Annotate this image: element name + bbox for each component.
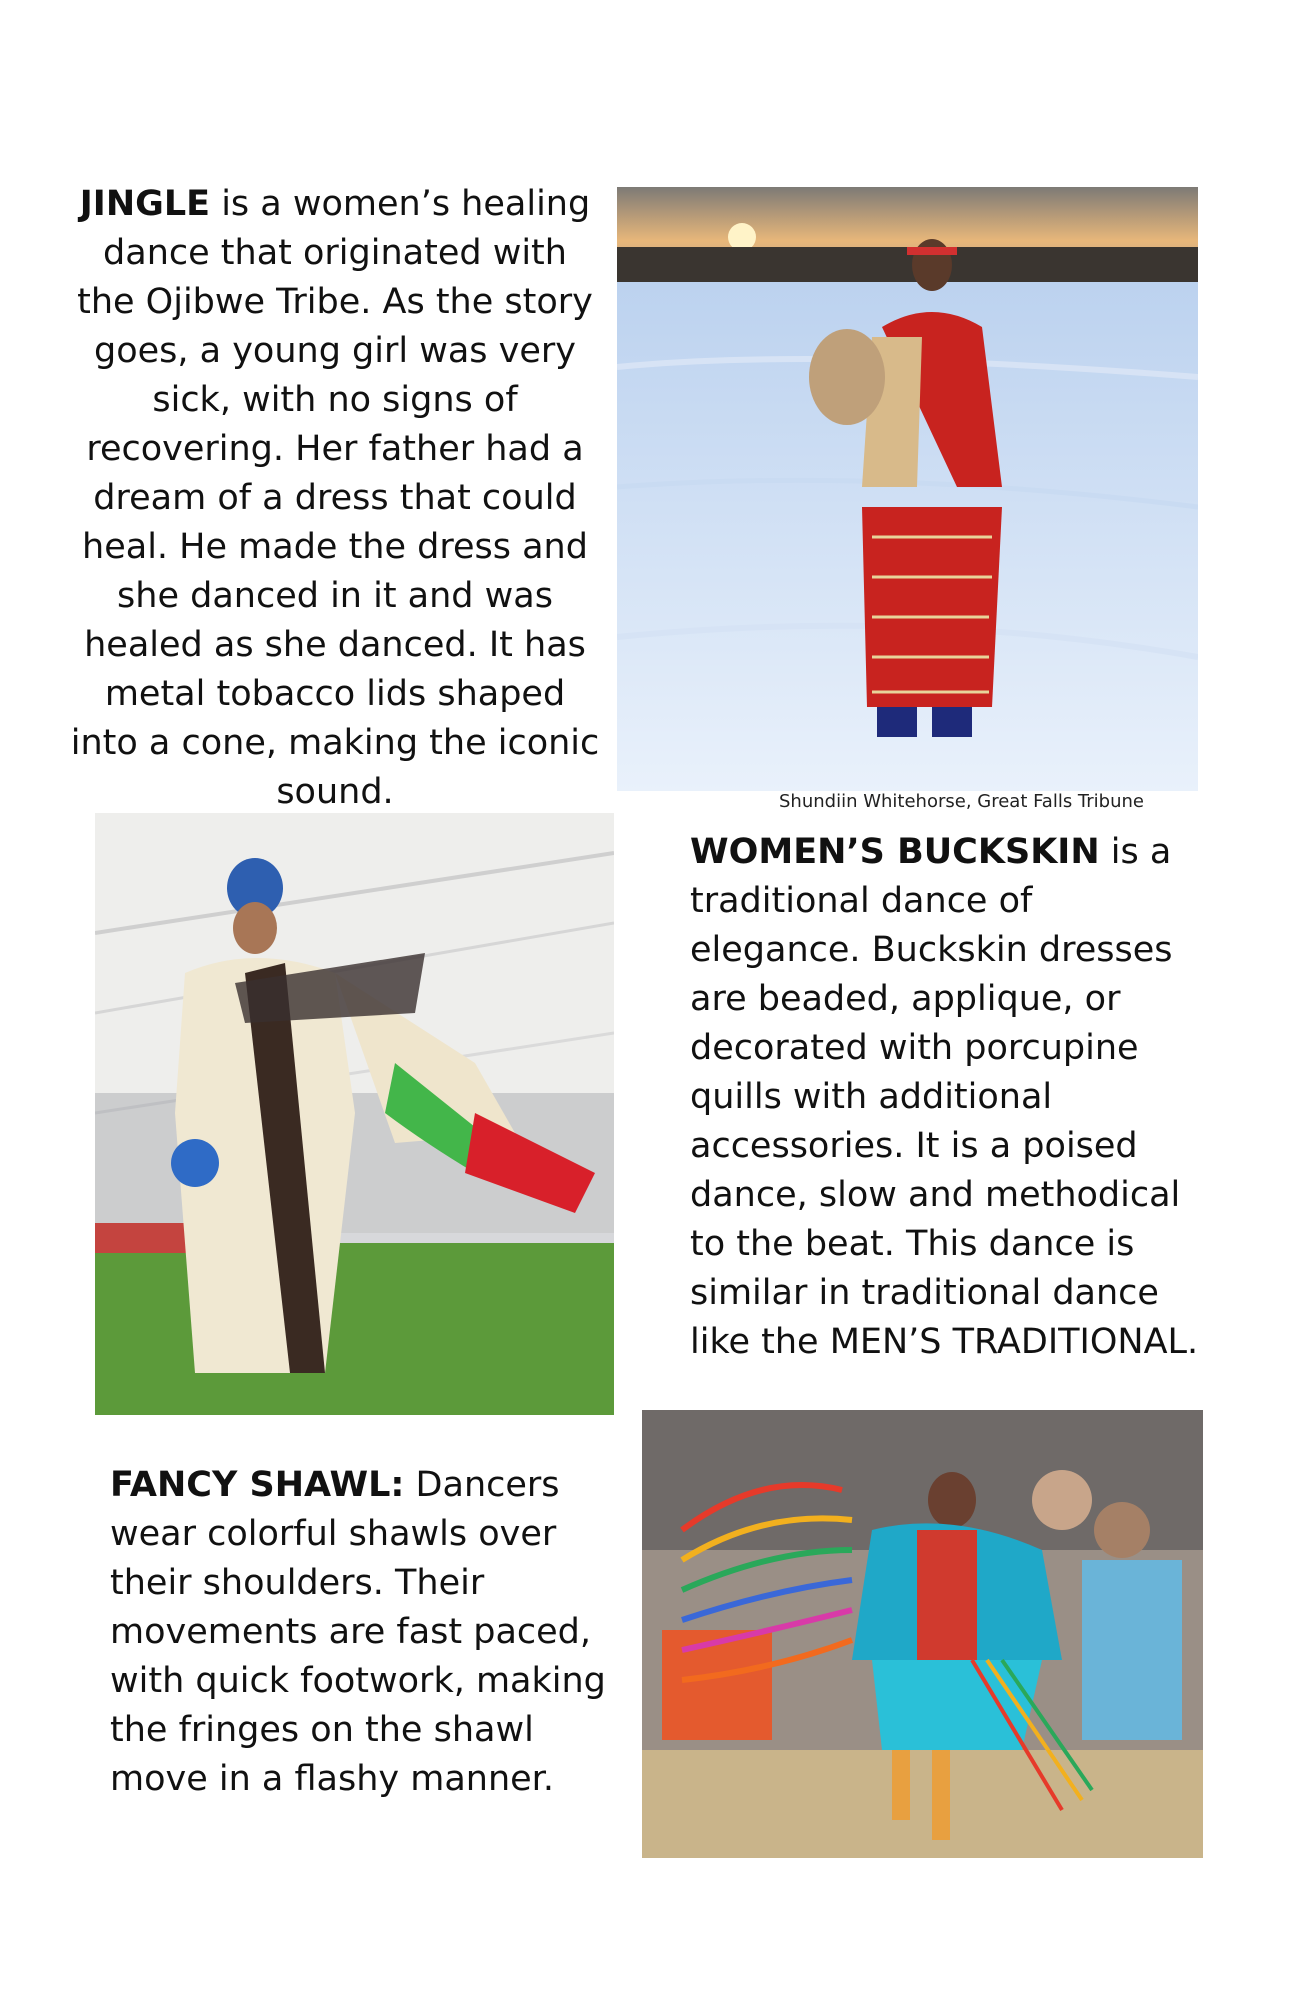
buckskin-body: is a traditional dance of elegance. Buckskin dresses are beaded, applique, or decorated with porcupine quills with additional accessories. It is a poised dance, slow and methodical to the beat. This dance is similar in traditional dance like the MEN’S TRADITIONAL.	[690, 832, 1199, 1362]
jingle-photo-caption: Shundiin Whitehorse, Great Falls Tribune	[779, 791, 1145, 812]
buckskin-heading: WOMEN’S BUCKSKIN	[690, 832, 1100, 872]
buckskin-paragraph	[690, 828, 1205, 1367]
jingle-paragraph	[70, 180, 600, 817]
jingle-body: is a women’s healing dance that originated with the Ojibwe Tribe. As the story goes, a young girl was very sick, with no signs of recovering. Her father had a dream of a dress that could heal. He made the dress and she danced in it and was healed as she danced. It has metal tobacco lids shaped into a cone, making the iconic sound.	[70, 184, 600, 812]
jingle-heading: JINGLE	[79, 184, 211, 224]
fancy-shawl-body: Dancers wear colorful shawls over their shoulders. Their movements are fast paced, with quick footwork, making the fringes on the shawl move in a flashy manner.	[110, 1465, 606, 1799]
fancy-shawl-paragraph	[110, 1461, 620, 1804]
buckskin-dancer-photo	[95, 813, 614, 1415]
fancy-shawl-dancer-photo	[642, 1410, 1203, 1858]
jingle-dancer-photo	[617, 187, 1198, 791]
fancy-shawl-heading: FANCY SHAWL:	[110, 1465, 405, 1505]
